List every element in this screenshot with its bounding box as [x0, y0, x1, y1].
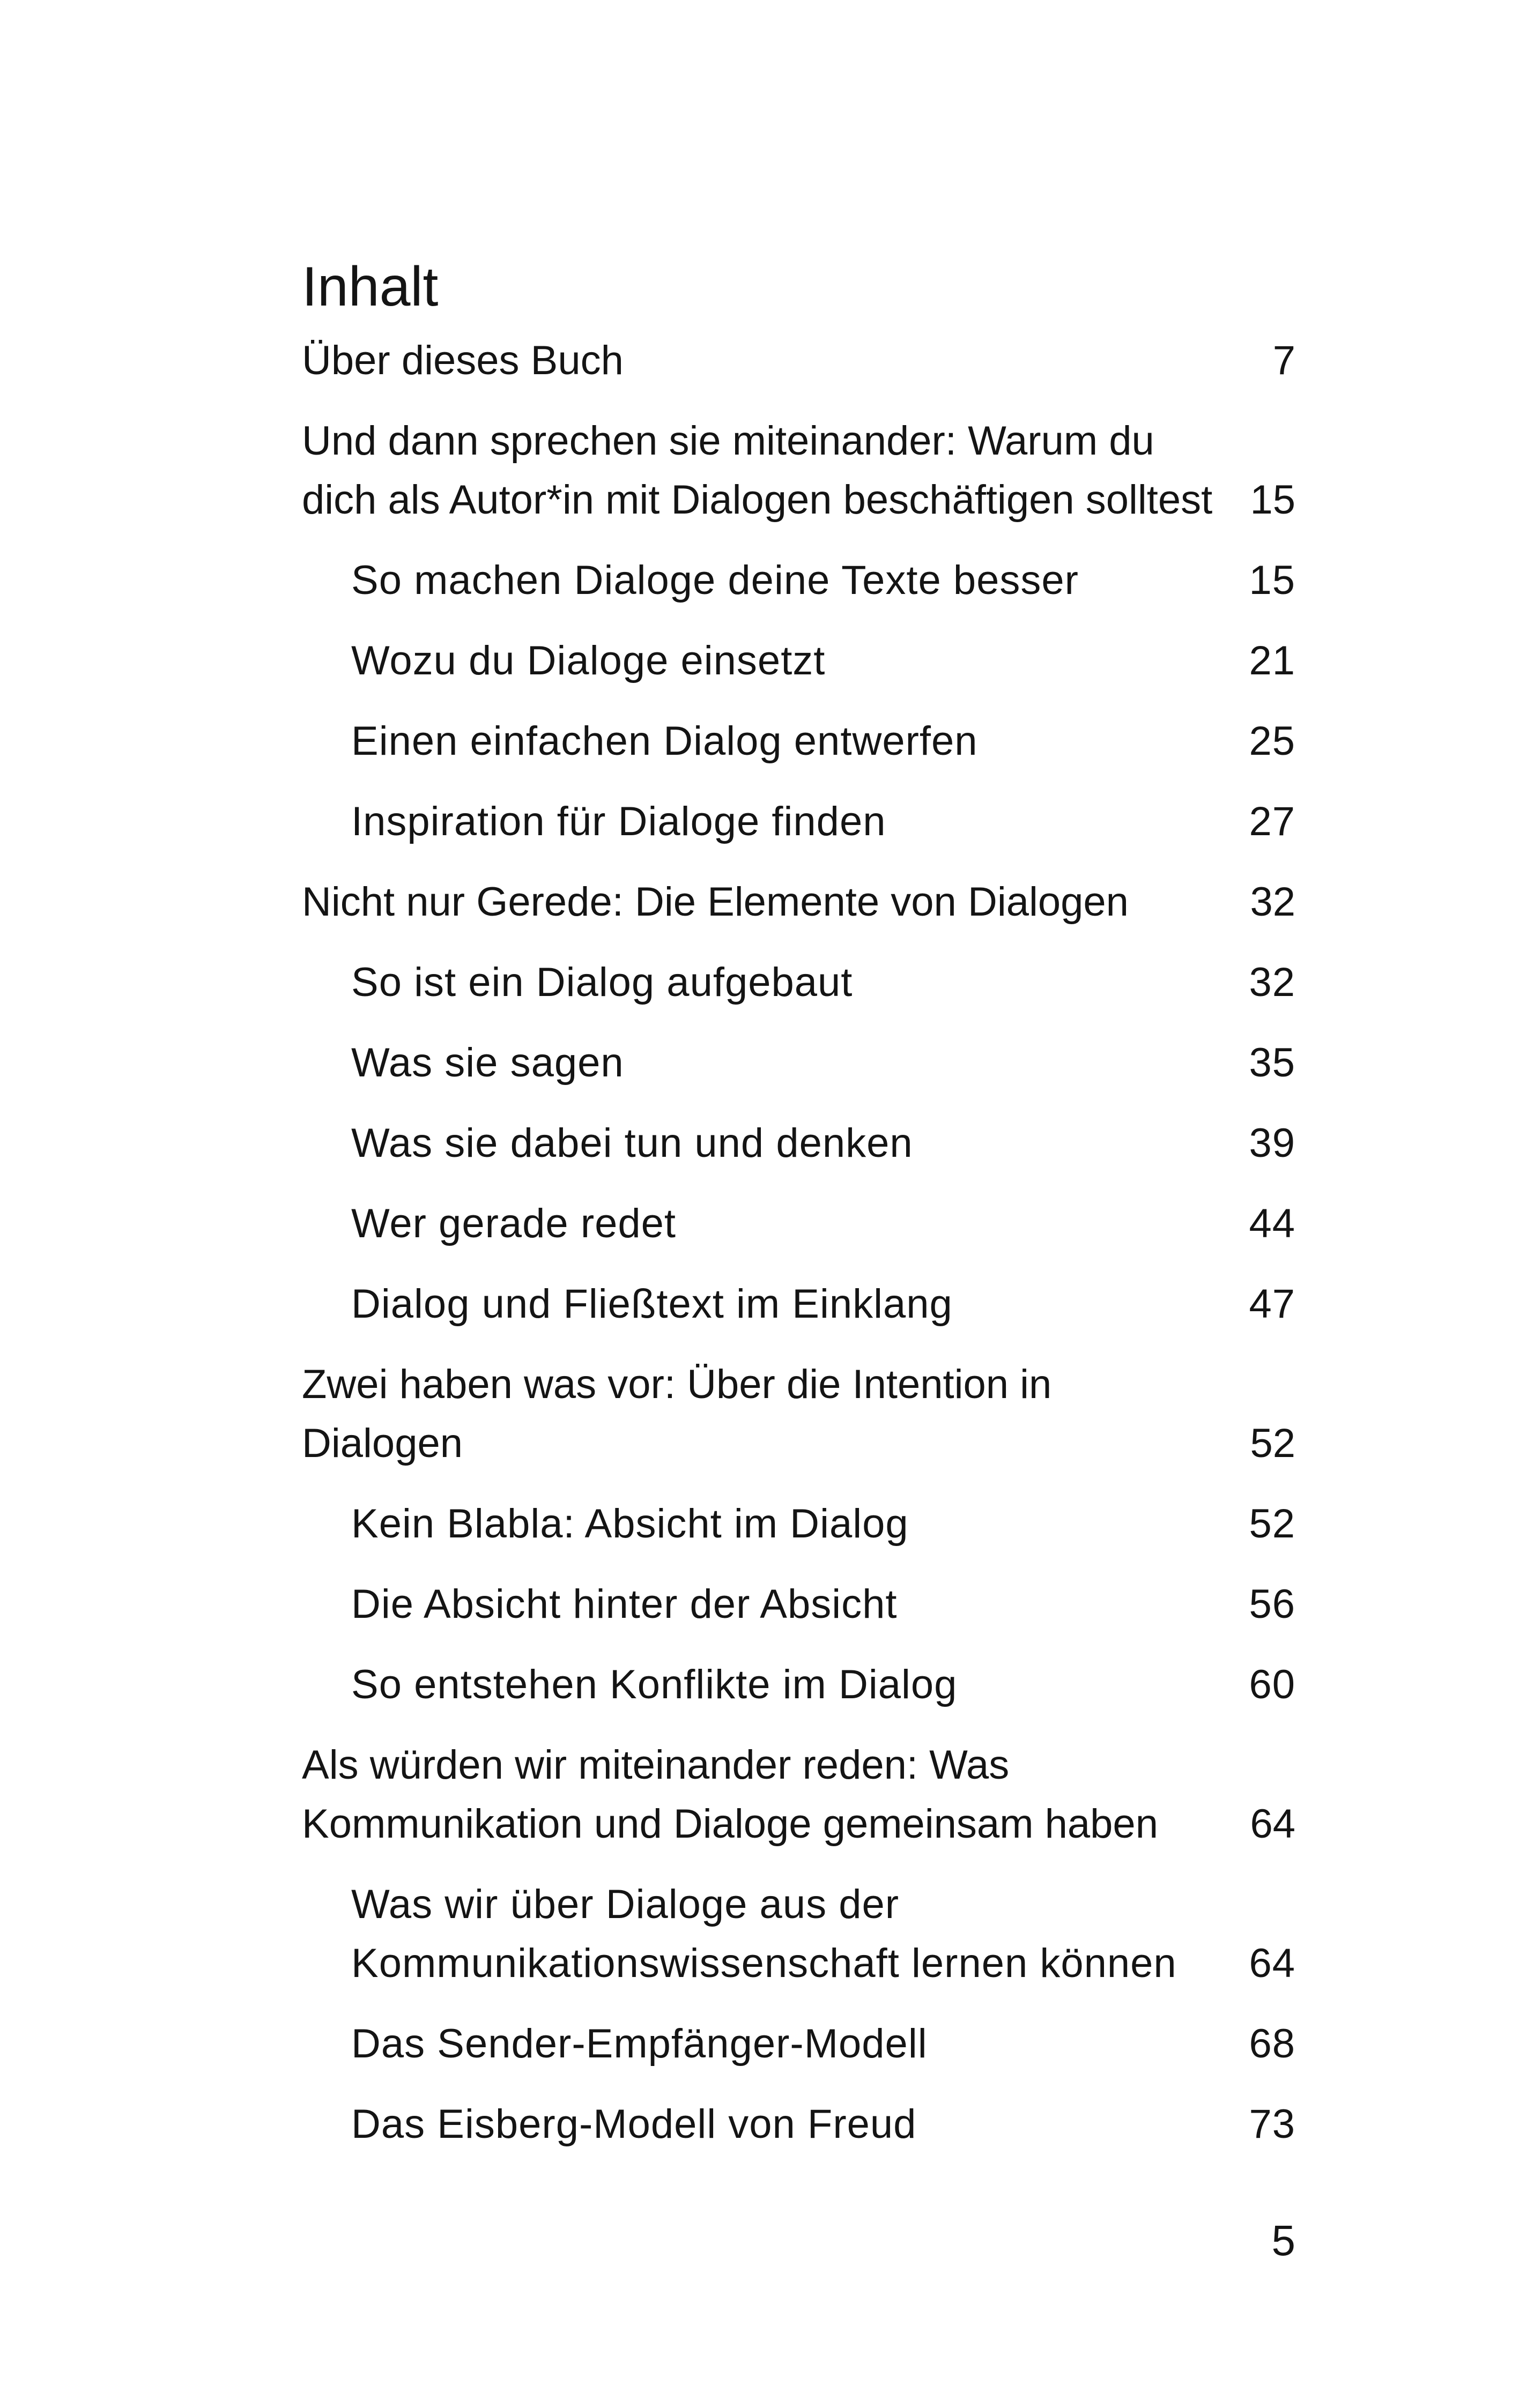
- toc-entry-title: Als würden wir miteinander reden: Was Kommunikation und Dialoge gemeinsam haben: [302, 1742, 1158, 1847]
- toc-entry-page-number: 56: [1249, 1581, 1295, 1627]
- toc-entry-title: Kein Blabla: Absicht im Dialog: [351, 1501, 909, 1547]
- page-number: 5: [1271, 2217, 1295, 2264]
- toc-entry-title: Einen einfachen Dialog entwerfen: [351, 718, 978, 764]
- toc-entry-title: Wer gerade redet: [351, 1201, 677, 1246]
- toc-entry: [302, 331, 1295, 390]
- toc-subentry: [302, 1575, 1295, 1634]
- toc-entry-title: Inspiration für Dialoge finden: [351, 799, 886, 844]
- toc-subentry: [302, 1875, 1295, 1993]
- toc-entry-title: So ist ein Dialog aufgebaut: [351, 960, 853, 1005]
- toc-entry-page-number: 73: [1249, 2101, 1295, 2147]
- toc-entry-title: Über dieses Buch: [302, 338, 624, 383]
- toc-subentry: [302, 953, 1295, 1012]
- toc-entry-page-number: 32: [1249, 960, 1295, 1005]
- toc-entry-page-number: 52: [1250, 1421, 1295, 1466]
- toc-entry-page-number: 32: [1250, 879, 1295, 925]
- toc-entry: [302, 412, 1295, 530]
- toc-entry-title: So entstehen Konflikte im Dialog: [351, 1662, 958, 1707]
- toc-entry-page-number: 64: [1250, 1801, 1295, 1847]
- toc-entry-title: Was sie sagen: [351, 1040, 624, 1086]
- toc-entry-page-number: 25: [1249, 718, 1295, 764]
- toc-entry-page-number: 68: [1249, 2021, 1295, 2067]
- toc-subentry: [302, 1034, 1295, 1092]
- toc-entry-page-number: 64: [1249, 1941, 1295, 1986]
- toc-entry-title: Zwei haben was vor: Über die Intention in Dialogen: [302, 1362, 1052, 1466]
- toc-entry-title: Die Absicht hinter der Absicht: [351, 1581, 898, 1627]
- toc-entry-page-number: 52: [1249, 1501, 1295, 1547]
- toc-entry-title: Das Sender-Empfänger-Modell: [351, 2021, 928, 2067]
- toc-entry-title: Dialog und Fließtext im Einklang: [351, 1281, 953, 1327]
- toc-subentry: [302, 1495, 1295, 1554]
- toc-subentry: [302, 551, 1295, 610]
- toc-entry-page-number: 7: [1272, 338, 1295, 383]
- toc-entry-page-number: 39: [1249, 1120, 1295, 1166]
- table-of-contents: [302, 331, 1295, 2175]
- toc-entry-title: Das Eisberg-Modell von Freud: [351, 2101, 917, 2147]
- page-title: Inhalt: [302, 256, 439, 318]
- toc-entry-page-number: 21: [1249, 638, 1295, 683]
- toc-entry-page-number: 47: [1249, 1281, 1295, 1327]
- toc-entry-page-number: 15: [1250, 477, 1295, 523]
- toc-entry: [302, 1736, 1295, 1854]
- toc-entry-page-number: 35: [1249, 1040, 1295, 1086]
- toc-entry-title: Was wir über Dialoge aus der Kommunikationswissenschaft lernen können: [351, 1882, 1177, 1986]
- toc-entry-page-number: 60: [1249, 1662, 1295, 1707]
- toc-subentry: [302, 1114, 1295, 1173]
- toc-subentry: [302, 1194, 1295, 1253]
- toc-entry-title: Nicht nur Gerede: Die Elemente von Dialogen: [302, 879, 1129, 925]
- toc-subentry: [302, 1655, 1295, 1714]
- toc-subentry: [302, 1275, 1295, 1334]
- toc-entry-page-number: 44: [1249, 1201, 1295, 1246]
- toc-subentry: [302, 2095, 1295, 2154]
- toc-subentry: [302, 712, 1295, 771]
- toc-entry-page-number: 27: [1249, 799, 1295, 844]
- toc-entry-title: So machen Dialoge deine Texte besser: [351, 558, 1079, 603]
- toc-entry: [302, 1355, 1295, 1473]
- toc-entry-title: Was sie dabei tun und denken: [351, 1120, 913, 1166]
- toc-entry-title: Wozu du Dialoge einsetzt: [351, 638, 826, 683]
- toc-entry: [302, 873, 1295, 932]
- toc-entry-title: Und dann sprechen sie miteinander: Warum du dich als Autor*in mit Dialogen beschäftigen solltest: [302, 418, 1213, 523]
- toc-subentry: [302, 631, 1295, 690]
- toc-entry-page-number: 15: [1249, 558, 1295, 603]
- toc-subentry: [302, 792, 1295, 851]
- toc-subentry: [302, 2015, 1295, 2073]
